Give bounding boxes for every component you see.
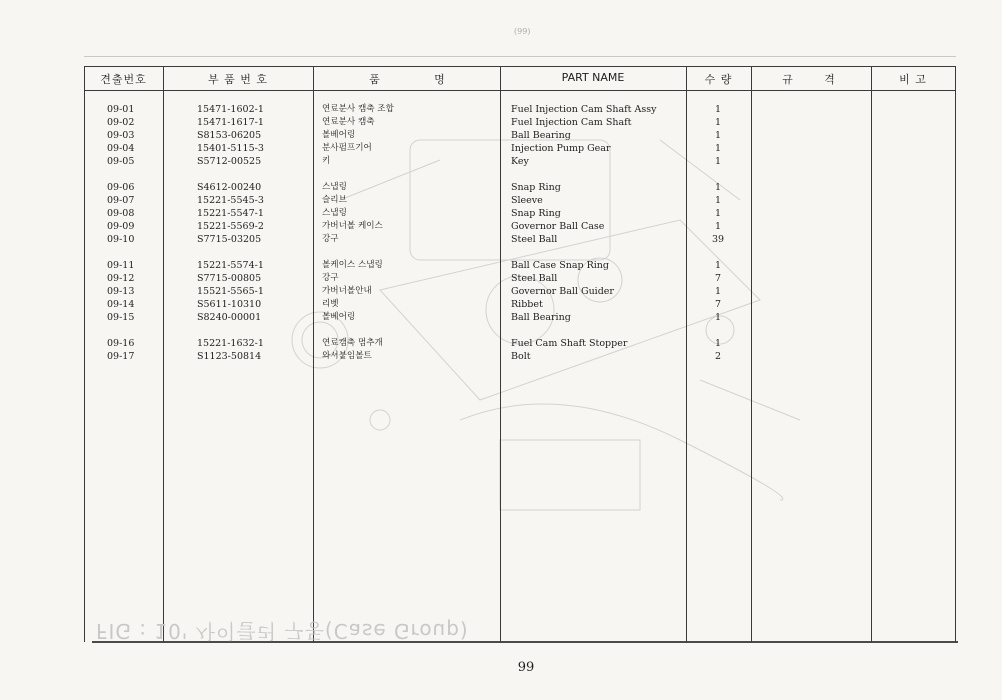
column-divider — [313, 66, 314, 642]
row-index-no: 09-09 — [107, 221, 135, 232]
row-name-kr: 슬리브 — [322, 195, 347, 205]
row-part-number: 15221-5574-1 — [197, 260, 264, 271]
row-part-number: S5611-10310 — [197, 299, 262, 310]
row-part-number: 15471-1617-1 — [197, 117, 264, 128]
bleed-through-caption: FIG : 10' 사이클러 구동(Case Group) — [96, 619, 469, 643]
row-name-kr: 볼베어링 — [322, 312, 356, 322]
row-part-number: 15471-1602-1 — [197, 104, 264, 115]
row-part-name: Ball Bearing — [511, 130, 571, 141]
row-part-number: 15521-5565-1 — [197, 286, 264, 297]
row-index-no: 09-17 — [107, 351, 135, 362]
header-name-kr-left: 품 — [369, 73, 381, 86]
row-part-number: S8240-00001 — [197, 312, 262, 323]
row-name-kr: 와셔붙임볼트 — [322, 351, 372, 361]
table-top-border — [84, 66, 956, 67]
column-divider — [163, 66, 164, 642]
page-number: 99 — [517, 660, 535, 675]
row-part-name: Fuel Injection Cam Shaft Assy — [511, 104, 657, 115]
header-name-kr-right: 명 — [434, 73, 446, 86]
row-quantity: 1 — [714, 117, 722, 128]
row-part-name: Ball Case Snap Ring — [511, 260, 609, 271]
row-part-number: S1123-50814 — [197, 351, 262, 362]
row-part-number: 15221-5547-1 — [197, 208, 264, 219]
row-name-kr: 가버너볼 케이스 — [322, 221, 383, 231]
row-part-name: Steel Ball — [511, 273, 558, 284]
row-name-kr: 볼케이스 스냅링 — [322, 260, 383, 270]
row-index-no: 09-04 — [107, 143, 135, 154]
table-header-border — [84, 90, 956, 91]
row-name-kr: 연료분사 캠축 — [322, 117, 375, 127]
row-quantity: 1 — [714, 104, 722, 115]
row-part-number: 15221-1632-1 — [197, 338, 264, 349]
row-part-name: Snap Ring — [511, 182, 561, 193]
header-remark: 비 고 — [899, 73, 927, 86]
row-part-number: S4612-00240 — [197, 182, 262, 193]
row-part-number: S5712-00525 — [197, 156, 262, 167]
column-divider — [500, 66, 501, 642]
header-part-name: PART NAME — [561, 71, 625, 84]
column-divider — [686, 66, 687, 642]
row-part-name: Sleeve — [511, 195, 543, 206]
row-part-name: Injection Pump Gear — [511, 143, 611, 154]
row-part-name: Snap Ring — [511, 208, 561, 219]
row-index-no: 09-14 — [107, 299, 135, 310]
row-name-kr: 리벳 — [322, 299, 339, 309]
row-name-kr: 스냅링 — [322, 208, 347, 218]
row-quantity: 1 — [714, 260, 722, 271]
row-index-no: 09-11 — [107, 260, 135, 271]
page-stamp: (99) — [514, 27, 531, 36]
row-part-name: Ribbet — [511, 299, 543, 310]
row-quantity: 7 — [714, 273, 722, 284]
row-name-kr: 연료캠축 멈추개 — [322, 338, 383, 348]
row-quantity: 1 — [714, 208, 722, 219]
row-part-name: Governor Ball Guider — [511, 286, 614, 297]
row-quantity: 39 — [711, 234, 725, 245]
header-part-number: 부 품 번 호 — [208, 73, 268, 86]
row-part-number: 15401-5115-3 — [197, 143, 264, 154]
row-name-kr: 가버너볼안내 — [322, 286, 372, 296]
row-part-name: Key — [511, 156, 529, 167]
row-quantity: 1 — [714, 286, 722, 297]
column-divider — [871, 66, 872, 642]
header-spec-right: 격 — [824, 73, 836, 86]
row-part-name: Bolt — [511, 351, 531, 362]
row-name-kr: 연료분사 캠축 조합 — [322, 104, 394, 114]
row-quantity: 1 — [714, 221, 722, 232]
row-part-number: S7715-03205 — [197, 234, 262, 245]
row-index-no: 09-03 — [107, 130, 135, 141]
header-index-no: 견출번호 — [100, 73, 147, 86]
row-index-no: 09-01 — [107, 104, 135, 115]
row-name-kr: 분사펌프기어 — [322, 143, 372, 153]
row-name-kr: 강구 — [322, 273, 339, 283]
row-index-no: 09-12 — [107, 273, 135, 284]
column-divider — [84, 66, 85, 642]
row-part-name: Fuel Injection Cam Shaft — [511, 117, 632, 128]
row-part-number: S7715-00805 — [197, 273, 262, 284]
row-index-no: 09-10 — [107, 234, 135, 245]
row-quantity: 1 — [714, 338, 722, 349]
row-part-name: Fuel Cam Shaft Stopper — [511, 338, 628, 349]
row-index-no: 09-08 — [107, 208, 135, 219]
row-index-no: 09-15 — [107, 312, 135, 323]
header-quantity: 수 량 — [704, 73, 733, 86]
row-quantity: 1 — [714, 195, 722, 206]
header-spec-left: 규 — [782, 73, 794, 86]
row-index-no: 09-06 — [107, 182, 135, 193]
row-part-number: 15221-5569-2 — [197, 221, 264, 232]
column-divider — [955, 66, 956, 642]
row-part-name: Ball Bearing — [511, 312, 571, 323]
row-index-no: 09-02 — [107, 117, 135, 128]
row-name-kr: 강구 — [322, 234, 339, 244]
row-part-number: S8153-06205 — [197, 130, 262, 141]
row-name-kr: 키 — [322, 156, 331, 166]
row-quantity: 7 — [714, 299, 722, 310]
row-part-name: Steel Ball — [511, 234, 558, 245]
row-quantity: 2 — [714, 351, 722, 362]
column-divider — [751, 66, 752, 642]
row-quantity: 1 — [714, 130, 722, 141]
row-quantity: 1 — [714, 312, 722, 323]
row-quantity: 1 — [714, 182, 722, 193]
row-index-no: 09-07 — [107, 195, 135, 206]
row-index-no: 09-13 — [107, 286, 135, 297]
row-part-name: Governor Ball Case — [511, 221, 605, 232]
row-index-no: 09-16 — [107, 338, 135, 349]
row-part-number: 15221-5545-3 — [197, 195, 264, 206]
row-index-no: 09-05 — [107, 156, 135, 167]
row-name-kr: 스냅링 — [322, 182, 347, 192]
row-name-kr: 볼베어링 — [322, 130, 356, 140]
row-quantity: 1 — [714, 143, 722, 154]
row-quantity: 1 — [714, 156, 722, 167]
